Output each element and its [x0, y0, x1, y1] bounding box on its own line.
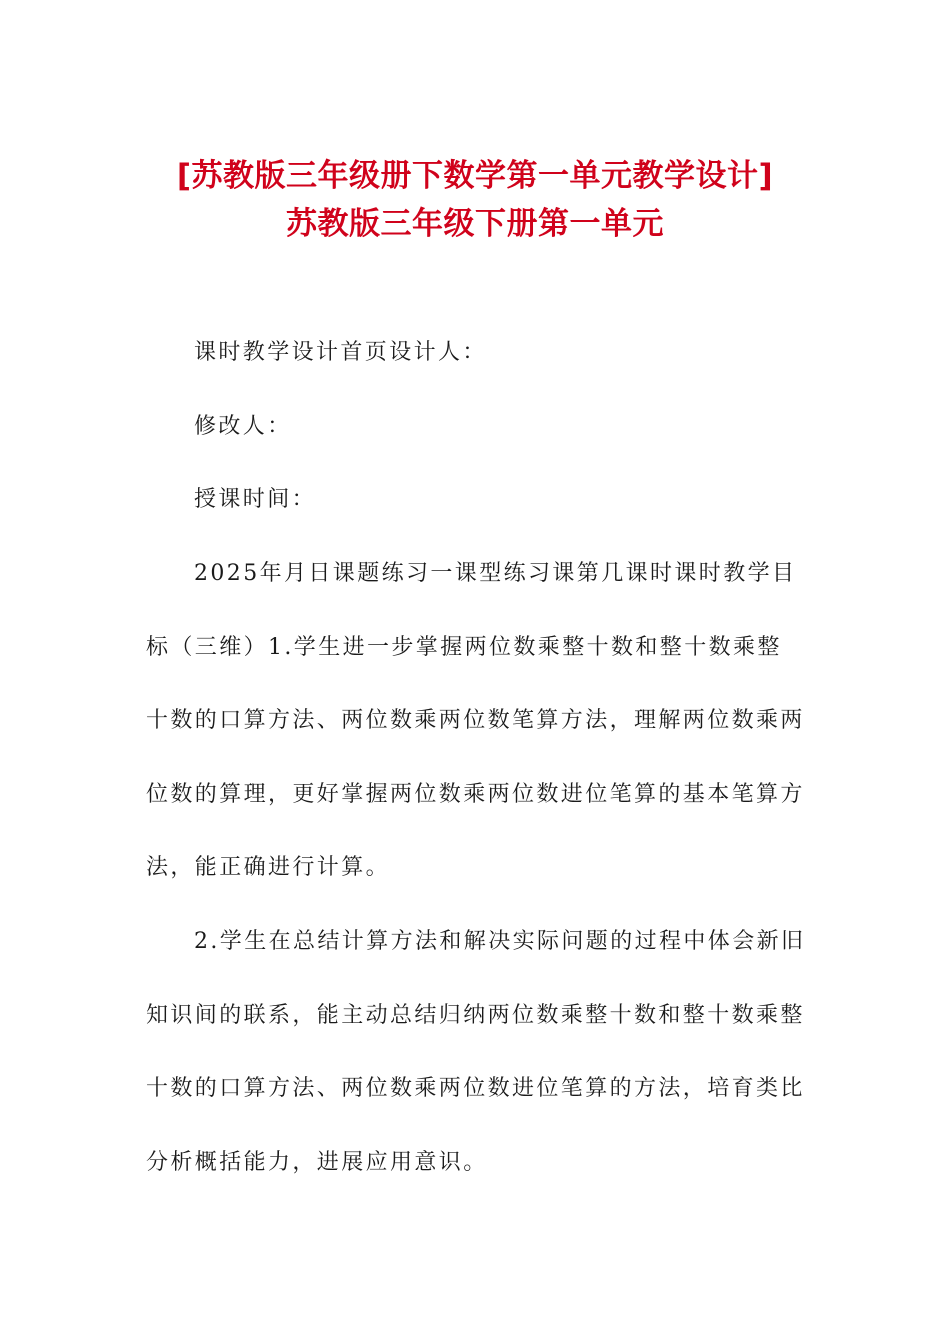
document-title-line-1: [苏教版三年级册下数学第一单元教学设计]	[176, 158, 774, 194]
objective-paragraph-2: 2.学生在总结计算方法和解决实际问题的过程中体会新旧知识间的联系，能主动总结归纳两位数乘整十数和整十数乘整十数的口算方法、两位数乘两位数进位笔算的方法，培育类比分析概括能力，进展应用意识。	[146, 929, 806, 1175]
designer-field: 课时教学设计首页设计人：	[194, 340, 487, 365]
lesson-time-field: 授课时间：	[194, 487, 317, 512]
modifier-field: 修改人：	[194, 414, 292, 439]
objective-paragraph-1: 2025年月日课题练习一课型练习课第几课时课时教学目标（三维）1.学生进一步掌握两位数乘整十数和整十数乘整十数的口算方法、两位数乘两位数笔算方法，理解两位数乘两位数的算理，更好掌握两位数乘两位数进位笔算的基本笔算方法，能正确进行计算。	[146, 561, 805, 880]
document-title-line-2: 苏教版三年级下册第一单元	[286, 206, 664, 242]
